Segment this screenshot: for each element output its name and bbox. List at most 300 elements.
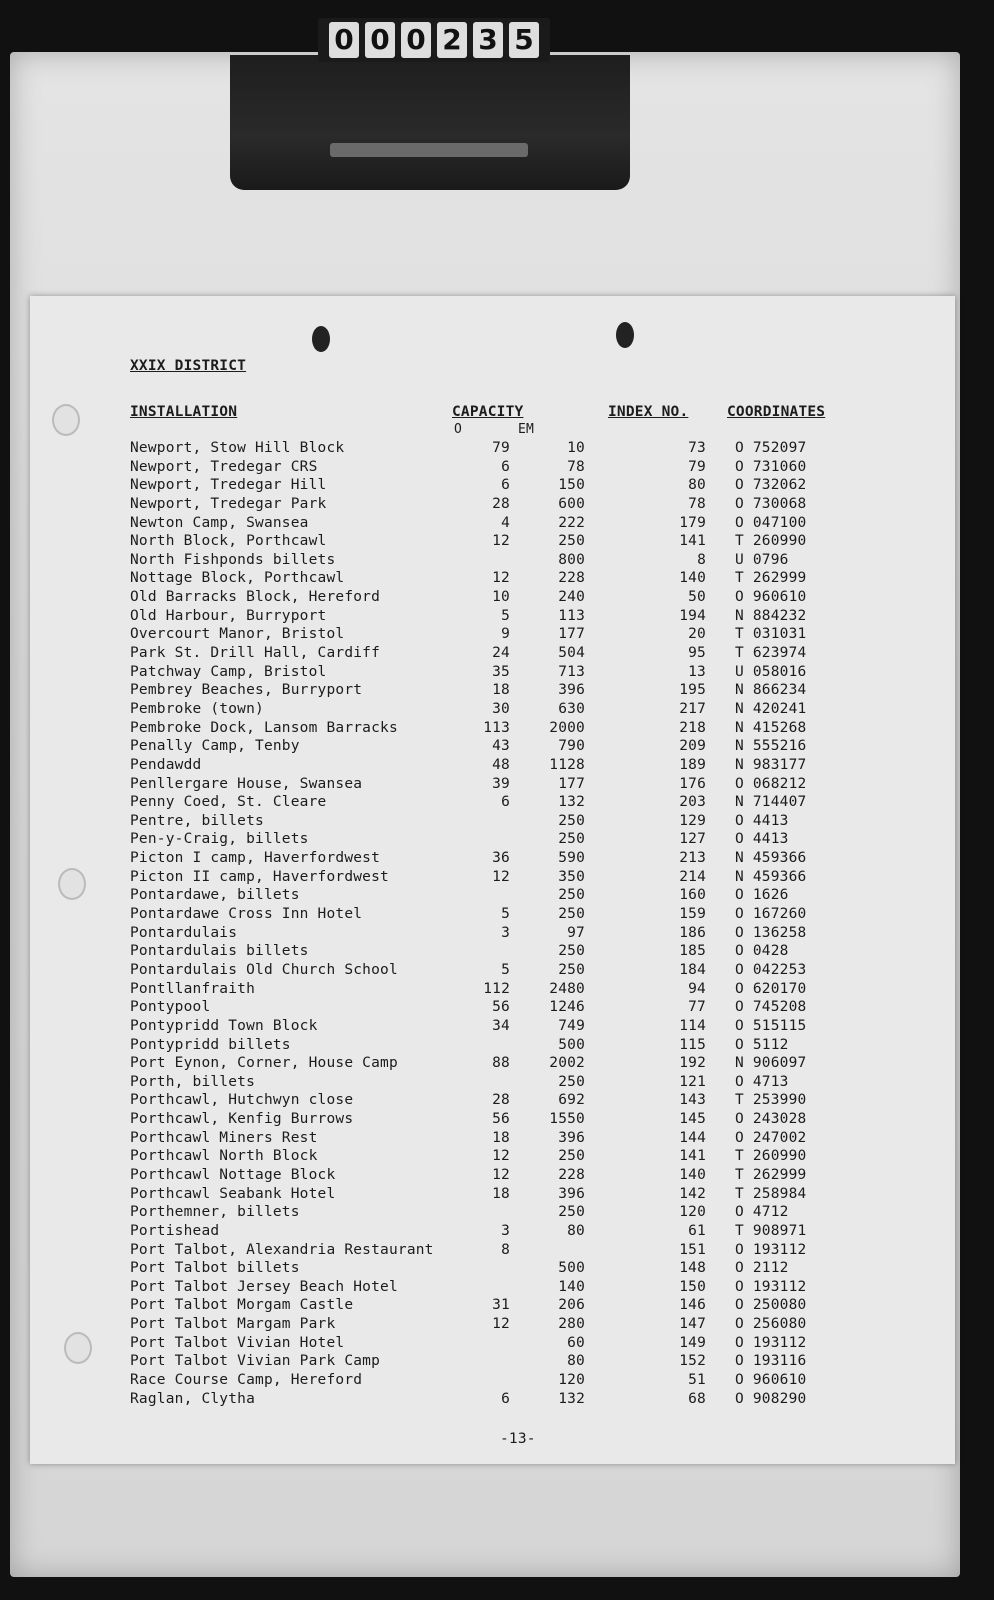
index-no: 147 <box>679 1316 706 1333</box>
capacity-o: 5 <box>501 961 510 978</box>
clipboard-clip <box>230 55 630 190</box>
installation-name: Overcourt Manor, Bristol <box>130 626 345 643</box>
header-coordinates: COORDINATES <box>727 404 826 420</box>
capacity-em: 600 <box>558 495 585 512</box>
coordinates: N 459366 <box>735 868 807 885</box>
coordinates: T 031031 <box>735 626 807 643</box>
installation-name: Portishead <box>130 1222 220 1239</box>
index-no: 61 <box>688 1222 706 1239</box>
coordinates: O 960610 <box>735 1372 807 1389</box>
coordinates: N 884232 <box>735 607 807 624</box>
capacity-em: 1246 <box>549 999 585 1016</box>
coordinates: O 4413 <box>735 831 789 848</box>
capacity-em: 713 <box>558 663 585 680</box>
table-row <box>30 1203 955 1222</box>
coordinates: O 4713 <box>735 1073 789 1090</box>
capacity-em: 250 <box>558 1148 585 1165</box>
installation-name: Pontardulais <box>130 924 238 941</box>
installation-name: Porth, billets <box>130 1073 256 1090</box>
capacity-em: 396 <box>558 682 585 699</box>
installation-name: Pontypridd billets <box>130 1036 291 1053</box>
capacity-em: 500 <box>558 1260 585 1277</box>
installation-name: Port Talbot Jersey Beach Hotel <box>130 1278 398 1295</box>
index-no: 151 <box>679 1241 706 1258</box>
index-no: 192 <box>679 1055 706 1072</box>
header-capacity-o: O <box>454 422 463 437</box>
installation-name: Port Eynon, Corner, House Camp <box>130 1055 398 1072</box>
punch-hole-icon <box>312 326 330 352</box>
coordinates: O 732062 <box>735 477 807 494</box>
capacity-em: 206 <box>558 1297 585 1314</box>
coordinates: O 620170 <box>735 980 807 997</box>
table-row <box>30 1241 955 1260</box>
capacity-em: 78 <box>567 458 585 475</box>
table-row <box>30 1352 955 1371</box>
index-no: 78 <box>688 495 706 512</box>
table-row <box>30 812 955 831</box>
capacity-o: 112 <box>483 980 510 997</box>
capacity-em: 504 <box>558 645 585 662</box>
capacity-o: 3 <box>501 1222 510 1239</box>
capacity-em: 790 <box>558 738 585 755</box>
coordinates: T 262999 <box>735 1166 807 1183</box>
table-row <box>30 625 955 644</box>
coordinates: U 0796 <box>735 551 789 568</box>
table-row <box>30 1334 955 1353</box>
counter-digit: 0 <box>365 22 395 58</box>
installation-name: Port Talbot billets <box>130 1260 300 1277</box>
capacity-em: 280 <box>558 1316 585 1333</box>
index-no: 8 <box>697 551 706 568</box>
table-row <box>30 998 955 1017</box>
coordinates: O 167260 <box>735 906 807 923</box>
capacity-em: 350 <box>558 868 585 885</box>
table-row <box>30 980 955 999</box>
index-no: 213 <box>679 850 706 867</box>
installation-name: North Fishponds billets <box>130 551 336 568</box>
index-no: 160 <box>679 887 706 904</box>
capacity-em: 228 <box>558 570 585 587</box>
coordinates: T 260990 <box>735 1148 807 1165</box>
capacity-em: 80 <box>567 1222 585 1239</box>
installation-name: Pontardulais billets <box>130 943 309 960</box>
coordinates: O 2112 <box>735 1260 789 1277</box>
coordinates: O 250080 <box>735 1297 807 1314</box>
table-row <box>30 663 955 682</box>
capacity-o: 28 <box>492 495 510 512</box>
capacity-em: 250 <box>558 831 585 848</box>
index-no: 94 <box>688 980 706 997</box>
installation-name: Port Talbot Morgam Castle <box>130 1297 354 1314</box>
header-installation: INSTALLATION <box>130 404 238 420</box>
capacity-em: 692 <box>558 1092 585 1109</box>
installation-name: Picton I camp, Haverfordwest <box>130 850 381 867</box>
table-row <box>30 886 955 905</box>
installation-name: Port Talbot, Alexandria Restaurant <box>130 1241 434 1258</box>
coordinates: T 623974 <box>735 645 807 662</box>
installation-name: Pontardawe Cross Inn Hotel <box>130 906 363 923</box>
capacity-em: 113 <box>558 607 585 624</box>
index-no: 115 <box>679 1036 706 1053</box>
installation-name: Porthcawl Nottage Block <box>130 1166 336 1183</box>
installation-name: North Block, Porthcawl <box>130 533 327 550</box>
table-row <box>30 1390 955 1409</box>
coordinates: N 459366 <box>735 850 807 867</box>
header-capacity-em: EM <box>518 422 535 437</box>
index-no: 95 <box>688 645 706 662</box>
capacity-em: 250 <box>558 887 585 904</box>
installation-name: Port Talbot Vivian Park Camp <box>130 1353 381 1370</box>
index-no: 146 <box>679 1297 706 1314</box>
capacity-o: 5 <box>501 607 510 624</box>
capacity-o: 4 <box>501 514 510 531</box>
capacity-em: 590 <box>558 850 585 867</box>
table-row <box>30 1110 955 1129</box>
capacity-o: 36 <box>492 850 510 867</box>
coordinates: U 058016 <box>735 663 807 680</box>
coordinates: O 960610 <box>735 589 807 606</box>
index-no: 114 <box>679 1017 706 1034</box>
capacity-o: 8 <box>501 1241 510 1258</box>
counter-digit: 5 <box>509 22 539 58</box>
table-row <box>30 961 955 980</box>
installation-name: Pen-y-Craig, billets <box>130 831 309 848</box>
index-no: 140 <box>679 570 706 587</box>
index-no: 184 <box>679 961 706 978</box>
coordinates: T 262999 <box>735 570 807 587</box>
capacity-o: 31 <box>492 1297 510 1314</box>
capacity-em: 500 <box>558 1036 585 1053</box>
table-row <box>30 1278 955 1297</box>
capacity-o: 6 <box>501 477 510 494</box>
installation-name: Port Talbot Margam Park <box>130 1316 336 1333</box>
capacity-o: 12 <box>492 1166 510 1183</box>
installation-name: Pentre, billets <box>130 812 264 829</box>
table-row <box>30 476 955 495</box>
table-row <box>30 1073 955 1092</box>
coordinates: O 068212 <box>735 775 807 792</box>
installation-name: Newport, Stow Hill Block <box>130 440 345 456</box>
index-no: 179 <box>679 514 706 531</box>
index-no: 141 <box>679 533 706 550</box>
installation-name: Pembroke (town) <box>130 700 264 717</box>
capacity-em: 250 <box>558 1073 585 1090</box>
index-no: 195 <box>679 682 706 699</box>
installation-name: Pembrey Beaches, Burryport <box>130 682 363 699</box>
capacity-em: 749 <box>558 1017 585 1034</box>
index-no: 121 <box>679 1073 706 1090</box>
capacity-em: 396 <box>558 1129 585 1146</box>
installation-name: Newport, Tredegar CRS <box>130 458 318 475</box>
table-row <box>30 905 955 924</box>
installation-name: Newton Camp, Swansea <box>130 514 309 531</box>
coordinates: O 256080 <box>735 1316 807 1333</box>
capacity-o: 6 <box>501 458 510 475</box>
table-row <box>30 1091 955 1110</box>
table-row <box>30 514 955 533</box>
capacity-o: 12 <box>492 1148 510 1165</box>
table-row <box>30 1166 955 1185</box>
index-no: 120 <box>679 1204 706 1221</box>
punch-hole-icon <box>616 322 634 348</box>
table-row <box>30 737 955 756</box>
table-row <box>30 551 955 570</box>
installation-table <box>30 439 955 1408</box>
table-row <box>30 942 955 961</box>
capacity-o: 18 <box>492 1129 510 1146</box>
coordinates: O 047100 <box>735 514 807 531</box>
installation-name: Pontypridd Town Block <box>130 1017 318 1034</box>
coordinates: O 193112 <box>735 1278 807 1295</box>
capacity-o: 39 <box>492 775 510 792</box>
capacity-o: 12 <box>492 1316 510 1333</box>
capacity-em: 132 <box>558 1390 585 1407</box>
index-no: 73 <box>688 440 706 456</box>
coordinates: O 730068 <box>735 495 807 512</box>
table-row <box>30 681 955 700</box>
capacity-em: 240 <box>558 589 585 606</box>
capacity-o: 34 <box>492 1017 510 1034</box>
counter-digit: 0 <box>401 22 431 58</box>
table-row <box>30 588 955 607</box>
table-row <box>30 439 955 458</box>
index-no: 129 <box>679 812 706 829</box>
index-no: 140 <box>679 1166 706 1183</box>
capacity-em: 10 <box>567 440 585 456</box>
installation-name: Old Barracks Block, Hereford <box>130 589 381 606</box>
counter-digit: 0 <box>329 22 359 58</box>
capacity-em: 177 <box>558 775 585 792</box>
frame-counter <box>318 18 550 62</box>
index-no: 150 <box>679 1278 706 1295</box>
table-row <box>30 1371 955 1390</box>
capacity-em: 250 <box>558 1204 585 1221</box>
index-no: 13 <box>688 663 706 680</box>
coordinates: O 247002 <box>735 1129 807 1146</box>
header-index-no: INDEX NO. <box>608 404 689 420</box>
capacity-em: 228 <box>558 1166 585 1183</box>
installation-name: Porthcawl Miners Rest <box>130 1129 318 1146</box>
index-no: 141 <box>679 1148 706 1165</box>
installation-name: Pembroke Dock, Lansom Barracks <box>130 719 398 736</box>
installation-name: Newport, Tredegar Park <box>130 495 327 512</box>
table-row <box>30 1315 955 1334</box>
index-no: 51 <box>688 1372 706 1389</box>
table-row <box>30 793 955 812</box>
capacity-o: 48 <box>492 756 510 773</box>
index-no: 185 <box>679 943 706 960</box>
index-no: 194 <box>679 607 706 624</box>
installation-name: Porthemner, billets <box>130 1204 300 1221</box>
table-row <box>30 1296 955 1315</box>
index-no: 189 <box>679 756 706 773</box>
capacity-o: 18 <box>492 1185 510 1202</box>
coordinates: N 983177 <box>735 756 807 773</box>
coordinates: O 4413 <box>735 812 789 829</box>
installation-name: Port Talbot Vivian Hotel <box>130 1334 345 1351</box>
table-row <box>30 1147 955 1166</box>
coordinates: N 866234 <box>735 682 807 699</box>
coordinates: O 752097 <box>735 440 807 456</box>
capacity-o: 6 <box>501 1390 510 1407</box>
district-title: XXIX DISTRICT <box>130 358 247 374</box>
capacity-o: 12 <box>492 570 510 587</box>
coordinates: N 906097 <box>735 1055 807 1072</box>
installation-name: Park St. Drill Hall, Cardiff <box>130 645 381 662</box>
table-row <box>30 644 955 663</box>
table-row <box>30 756 955 775</box>
index-no: 176 <box>679 775 706 792</box>
counter-digit: 3 <box>473 22 503 58</box>
index-no: 77 <box>688 999 706 1016</box>
installation-name: Porthcawl, Hutchwyn close <box>130 1092 354 1109</box>
capacity-em: 80 <box>567 1353 585 1370</box>
installation-name: Pontllanfraith <box>130 980 256 997</box>
index-no: 127 <box>679 831 706 848</box>
capacity-em: 250 <box>558 533 585 550</box>
coordinates: N 420241 <box>735 700 807 717</box>
index-no: 152 <box>679 1353 706 1370</box>
installation-name: Old Harbour, Burryport <box>130 607 327 624</box>
coordinates: O 908290 <box>735 1390 807 1407</box>
capacity-o: 3 <box>501 924 510 941</box>
capacity-o: 56 <box>492 999 510 1016</box>
capacity-em: 250 <box>558 943 585 960</box>
installation-name: Newport, Tredegar Hill <box>130 477 327 494</box>
binder-ring-icon <box>52 404 80 436</box>
capacity-o: 9 <box>501 626 510 643</box>
index-no: 142 <box>679 1185 706 1202</box>
capacity-o: 88 <box>492 1055 510 1072</box>
table-row <box>30 1185 955 1204</box>
capacity-em: 250 <box>558 812 585 829</box>
capacity-em: 132 <box>558 794 585 811</box>
coordinates: O 193112 <box>735 1241 807 1258</box>
coordinates: O 5112 <box>735 1036 789 1053</box>
table-row <box>30 1017 955 1036</box>
capacity-o: 35 <box>492 663 510 680</box>
coordinates: O 136258 <box>735 924 807 941</box>
capacity-o: 79 <box>492 440 510 456</box>
capacity-em: 2480 <box>549 980 585 997</box>
table-row <box>30 607 955 626</box>
table-row <box>30 830 955 849</box>
index-no: 68 <box>688 1390 706 1407</box>
capacity-em: 1128 <box>549 756 585 773</box>
installation-name: Pontypool <box>130 999 211 1016</box>
coordinates: O 731060 <box>735 458 807 475</box>
coordinates: O 193112 <box>735 1334 807 1351</box>
table-row <box>30 532 955 551</box>
coordinates: O 1626 <box>735 887 789 904</box>
installation-name: Race Course Camp, Hereford <box>130 1372 363 1389</box>
capacity-em: 1550 <box>549 1111 585 1128</box>
index-no: 20 <box>688 626 706 643</box>
capacity-em: 396 <box>558 1185 585 1202</box>
page-number: -13- <box>500 1431 536 1447</box>
clip-plate <box>330 143 528 157</box>
index-no: 214 <box>679 868 706 885</box>
counter-digit: 2 <box>437 22 467 58</box>
capacity-o: 12 <box>492 868 510 885</box>
coordinates: T 258984 <box>735 1185 807 1202</box>
table-row <box>30 458 955 477</box>
capacity-o: 6 <box>501 794 510 811</box>
installation-name: Penny Coed, St. Cleare <box>130 794 327 811</box>
capacity-em: 250 <box>558 906 585 923</box>
coordinates: N 714407 <box>735 794 807 811</box>
index-no: 145 <box>679 1111 706 1128</box>
index-no: 203 <box>679 794 706 811</box>
table-row <box>30 924 955 943</box>
capacity-em: 177 <box>558 626 585 643</box>
index-no: 144 <box>679 1129 706 1146</box>
installation-name: Porthcawl North Block <box>130 1148 318 1165</box>
installation-name: Raglan, Clytha <box>130 1390 256 1407</box>
table-row <box>30 495 955 514</box>
capacity-o: 43 <box>492 738 510 755</box>
table-row <box>30 1222 955 1241</box>
coordinates: T 908971 <box>735 1222 807 1239</box>
table-row <box>30 1259 955 1278</box>
capacity-em: 140 <box>558 1278 585 1295</box>
index-no: 218 <box>679 719 706 736</box>
capacity-o: 30 <box>492 700 510 717</box>
coordinates: O 243028 <box>735 1111 807 1128</box>
capacity-em: 60 <box>567 1334 585 1351</box>
coordinates: N 415268 <box>735 719 807 736</box>
capacity-o: 56 <box>492 1111 510 1128</box>
table-row <box>30 1054 955 1073</box>
capacity-em: 222 <box>558 514 585 531</box>
capacity-o: 12 <box>492 533 510 550</box>
installation-name: Porthcawl, Kenfig Burrows <box>130 1111 354 1128</box>
table-row <box>30 868 955 887</box>
table-row <box>30 775 955 794</box>
capacity-o: 10 <box>492 589 510 606</box>
index-no: 149 <box>679 1334 706 1351</box>
index-no: 148 <box>679 1260 706 1277</box>
installation-name: Penally Camp, Tenby <box>130 738 300 755</box>
header-capacity: CAPACITY <box>452 404 524 420</box>
coordinates: O 0428 <box>735 943 789 960</box>
coordinates: T 260990 <box>735 533 807 550</box>
coordinates: O 4712 <box>735 1204 789 1221</box>
table-row <box>30 1129 955 1148</box>
installation-name: Penllergare House, Swansea <box>130 775 363 792</box>
installation-name: Nottage Block, Porthcawl <box>130 570 345 587</box>
table-row <box>30 1036 955 1055</box>
capacity-o: 5 <box>501 906 510 923</box>
installation-name: Pontardawe, billets <box>130 887 300 904</box>
index-no: 159 <box>679 906 706 923</box>
capacity-em: 97 <box>567 924 585 941</box>
coordinates: O 042253 <box>735 961 807 978</box>
installation-name: Pendawdd <box>130 756 202 773</box>
coordinates: O 515115 <box>735 1017 807 1034</box>
index-no: 79 <box>688 458 706 475</box>
capacity-em: 630 <box>558 700 585 717</box>
installation-name: Patchway Camp, Bristol <box>130 663 327 680</box>
coordinates: T 253990 <box>735 1092 807 1109</box>
capacity-o: 28 <box>492 1092 510 1109</box>
table-row <box>30 569 955 588</box>
coordinates: N 555216 <box>735 738 807 755</box>
capacity-em: 150 <box>558 477 585 494</box>
index-no: 209 <box>679 738 706 755</box>
capacity-em: 250 <box>558 961 585 978</box>
coordinates: O 193116 <box>735 1353 807 1370</box>
